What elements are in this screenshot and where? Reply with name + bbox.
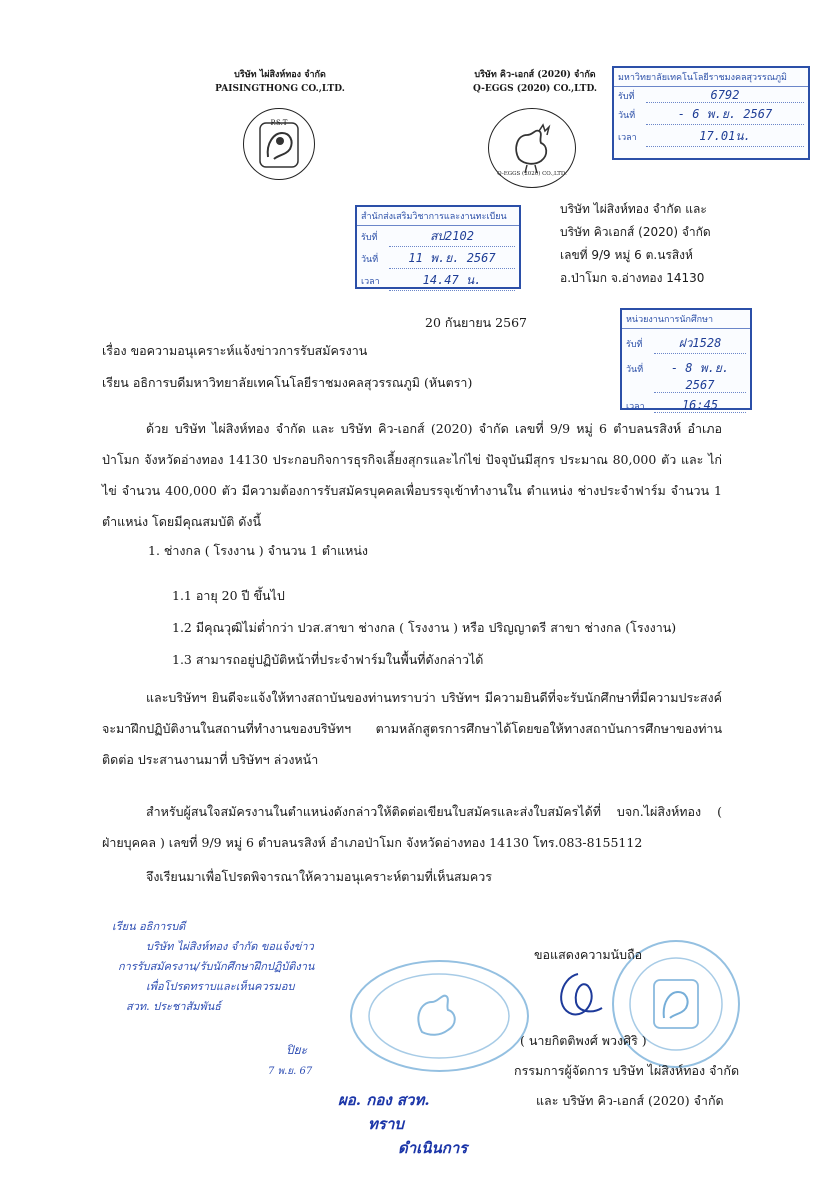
stamp-value: 11 พ.ย. 2567: [389, 249, 515, 269]
stamp-row: [622, 394, 750, 414]
body-paragraph-internship: และบริษัทฯ ยินดีจะแจ้งให้ทางสถาบันของท่านทราบว่า บริษัทฯ มีความยินดีที่จะรับนักศึกษาที่มีความประสงค์ จะมาฝึกปฏิบัติงานในสถานที่ทำงานของบริษัทฯ ตามหลักสูตรการศึกษาได้โดยขอให้ทางสถาบันการศึกษาของท่านติดต่อ ประสานงานมาที่ บริษัทฯ ล่วงหน้า: [102, 690, 722, 767]
signature: [548, 968, 608, 1022]
note-line: สวท. ประชาสัมพันธ์: [126, 1000, 222, 1013]
stamp-value: 17.01น.: [646, 127, 804, 147]
note-line: เพื่อโปรดทราบและเห็นควรมอบ: [146, 980, 295, 993]
student-affairs-receipt-stamp: [620, 308, 752, 410]
stamp-label: รับที่: [626, 340, 643, 350]
stamp-header: สำนักส่งเสริมวิชาการและงานทะเบียน: [357, 207, 519, 226]
stamp-value: 14.47 น.: [389, 271, 515, 291]
stamp-value: - 8 พ.ย. 2567: [654, 359, 746, 393]
signatory-title: กรรมการผู้จัดการ บริษัท ไผ่สิงห์ทอง จำกัด: [514, 1063, 740, 1078]
company1-header: [215, 68, 345, 96]
signoff-regards: ขอแสดงความนับถือ: [534, 947, 643, 962]
stamp-label: เวลา: [361, 277, 380, 287]
signature-icon: [548, 968, 608, 1022]
requirement-item: 1.1 อายุ 20 ปี ขึ้นไป: [172, 588, 285, 603]
address-line: เลขที่ 9/9 หมู่ 6 ต.นรสิงห์: [560, 248, 693, 262]
stamp-header: หน่วยงานการนักศึกษา: [622, 310, 750, 329]
company2-name-th: บริษัท คิว-เอกส์ (2020) จำกัด: [474, 70, 596, 80]
stamp-value: - 6 พ.ย. 2567: [646, 105, 804, 125]
requirement-item: 1.2 มีคุณวุฒิไม่ต่ำกว่า ปวส.สาขา ช่างกล ( โรงงาน ) หรือ ปริญญาตรี สาขา ช่างกล (โรงงาน): [172, 620, 677, 635]
rooster-seal-icon: [352, 962, 527, 1070]
sender-address: [560, 198, 800, 290]
company2-name-en: Q-EGGS (2020) CO.,LTD.: [472, 84, 598, 94]
note-line: เรียน อธิการบดี: [112, 920, 186, 933]
signatory-name: ( นายกิตติพงศ์ พวงศิริ ): [520, 1033, 647, 1048]
company2-header: [470, 68, 600, 96]
note-line: บริษัท ไผ่สิงห์ทอง จำกัด ขอแจ้งข่าว: [146, 940, 314, 953]
stamp-row: [614, 126, 808, 148]
stamp-label: วันที่: [618, 111, 636, 121]
handwritten-note: [112, 917, 372, 1017]
stamp-header: มหาวิทยาลัยเทคโนโลยีราชมงคลสุวรรณภูมิ: [614, 68, 808, 87]
stamp-row: [622, 355, 750, 394]
scribble-line: ดำเนินการ: [398, 1139, 468, 1157]
company1-logo: [243, 108, 315, 180]
stamp-row: [357, 270, 519, 292]
closing-request: จึงเรียนมาเพื่อโปรดพิจารณาให้ความอนุเคราะห์ตามที่เห็นสมควร: [146, 869, 492, 884]
address-line: บริษัท คิวเอกส์ (2020) จำกัด: [560, 225, 711, 239]
body-paragraph-intro: ด้วย บริษัท ไผ่สิงห์ทอง จำกัด และ บริษัท คิว-เอกส์ (2020) จำกัด เลขที่ 9/9 หมู่ 6 ตำบลนรสิงห์ อำเภอป่าโมก จังหวัดอ่างทอง 14130 ประกอบกิจการธุรกิจเลี้ยงสุกรและไก่ไข่ ปัจจุบันมีสุกร ประมาณ 80,000 ตัว และ ไก่ไข่ จำนวน 400,000 ตัว มีความต้องการรับสมัครบุคคลเพื่อบรรจุเข้าทำงานใน ตำแหน่ง ช่างประจำฟาร์ม จำนวน 1 ตำแหน่ง โดยมีคุณสมบัติ ดังนี้: [102, 421, 722, 529]
stamp-label: รับที่: [361, 233, 378, 243]
company1-logo-text: P.S.T: [270, 119, 288, 127]
stamp-value: สป2102: [389, 227, 515, 247]
company2-logo: [488, 108, 576, 188]
company2-round-seal: [350, 960, 529, 1072]
university-receipt-stamp: [612, 66, 810, 160]
stamp-row: [622, 329, 750, 355]
handwritten-date: 7 พ.ย. 67: [268, 1066, 313, 1077]
stamp-row: [357, 248, 519, 270]
stamp-value: 6792: [646, 88, 804, 103]
letter-subject: เรื่อง ขอความอนุเคราะห์แจ้งข่าวการรับสมัครงาน: [102, 343, 368, 358]
stamp-row: [614, 87, 808, 104]
stamp-value: 16:45: [654, 398, 746, 413]
letter-date: 20 กันยายน 2567: [425, 315, 527, 330]
scribble-line: ทราบ: [368, 1115, 404, 1133]
stamp-value: ฝว1528: [654, 334, 746, 354]
signatory-title-2: และ บริษัท คิว-เอกส์ (2020) จำกัด: [536, 1093, 724, 1108]
stamp-row: [614, 104, 808, 126]
handwritten-bottom-note: [338, 1088, 467, 1160]
note-line: การรับสมัครงาน/รับนักศึกษาฝึกปฏิบัติงาน: [118, 960, 315, 973]
stamp-label: เวลา: [618, 133, 637, 143]
address-line: บริษัท ไผ่สิงห์ทอง จำกัด และ: [560, 202, 707, 216]
stamp-label: เวลา: [626, 402, 645, 412]
address-line: อ.ป่าโมก จ.อ่างทอง 14130: [560, 271, 705, 285]
body-paragraph-application: สำหรับผู้สนใจสมัครงานในตำแหน่งดังกล่าวให้ติดต่อเขียนใบสมัครและส่งใบสมัครได้ที่ บจก.ไผ่สิงห์ทอง ( ฝ่ายบุคคล ) เลขที่ 9/9 หมู่ 6 ตำบลนรสิงห์ อำเภอป่าโมก จังหวัดอ่างทอง 14130 โทร.083-8155112: [102, 804, 722, 850]
academic-receipt-stamp: [355, 205, 521, 289]
company1-name-th: บริษัท ไผ่สิงห์ทอง จำกัด: [234, 70, 326, 80]
handwritten-initial: ปิยะ: [286, 1043, 308, 1057]
letter-recipient: เรียน อธิการบดีมหาวิทยาลัยเทคโนโลยีราชมงคลสุวรรณภูมิ (หันตรา): [102, 375, 473, 390]
stamp-label: วันที่: [626, 365, 644, 375]
stamp-label: วันที่: [361, 255, 379, 265]
stamp-row: [357, 226, 519, 248]
requirements-list: [172, 580, 732, 676]
stamp-label: รับที่: [618, 92, 635, 102]
requirement-item: 1.3 สามารถอยู่ปฏิบัติหน้าที่ประจำฟาร์มในพื้นที่ดังกล่าวได้: [172, 652, 484, 667]
company1-name-en: PAISINGTHONG CO.,LTD.: [215, 84, 345, 94]
scribble-line: ผอ. กอง สวท.: [338, 1091, 430, 1109]
position-item: 1. ช่างกล ( โรงงาน ) จำนวน 1 ตำแหน่ง: [148, 543, 369, 558]
company2-logo-text: Q-EGGS (2020) CO.,LTD.: [497, 171, 567, 177]
